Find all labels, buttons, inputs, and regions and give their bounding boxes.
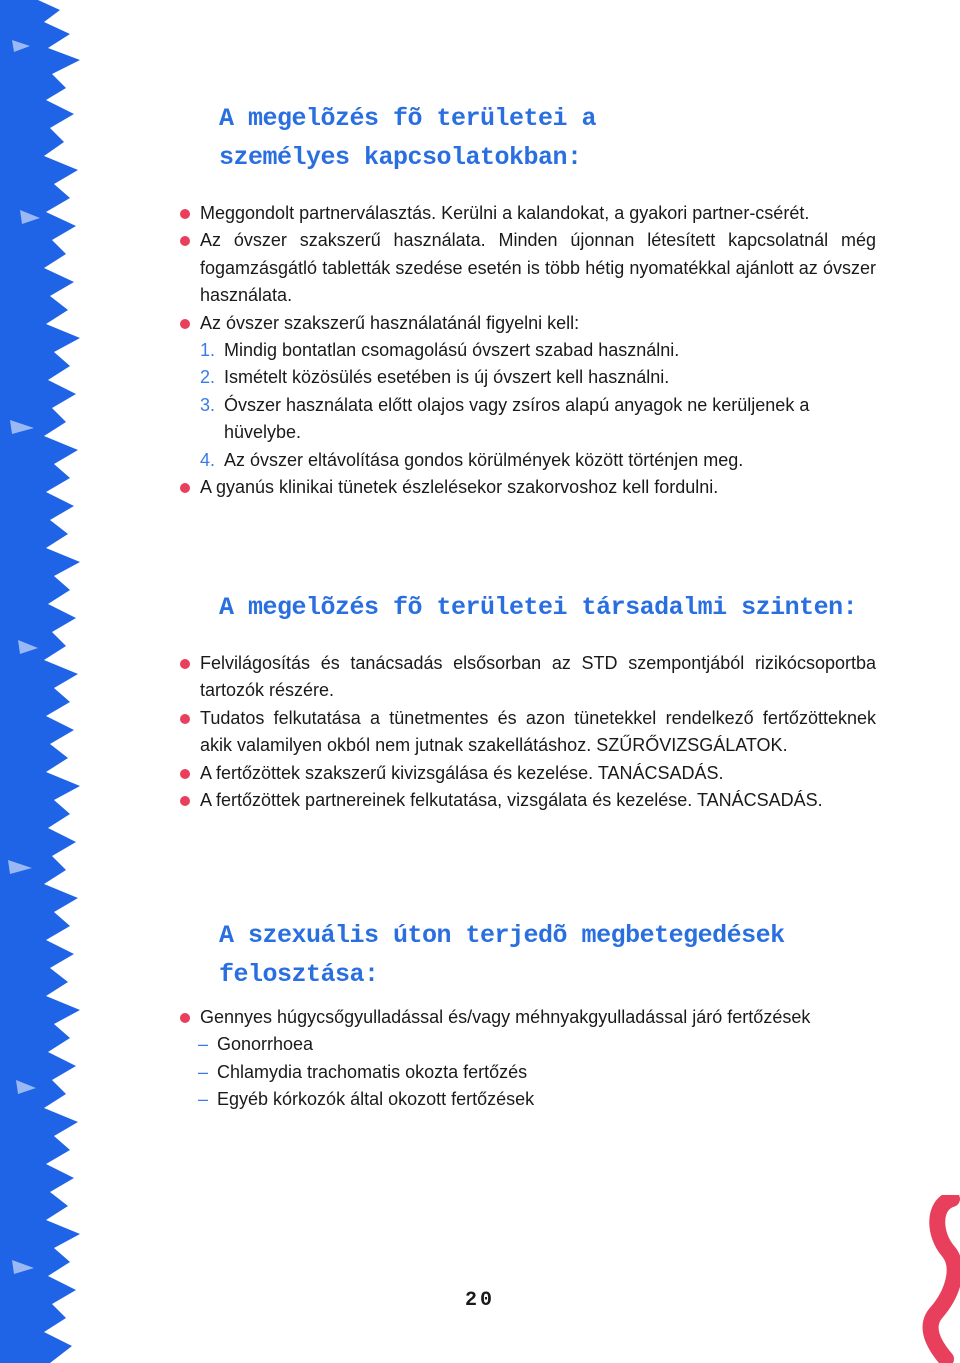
dash-text: Gonorrhoea [217,1034,314,1055]
bullet-text: Az óvszer szakszerű használata. Minden újonnan létesített kapcsolatnál még fogamzásgátló tabletták szedése esetén is több hétig nyomatékkal ajánlott az óvszer használata. [200,230,876,306]
bullet-text: Gennyes húgycsőgyulladással és/vagy méhnyakgyulladással járó fertőzések [200,1007,811,1027]
bullet-text: A fertőzöttek szakszerű kivizsgálása és kezelése. TANÁCSADÁS. [200,762,724,783]
bullet-icon [180,769,190,779]
bullet-item [176,650,876,705]
bullet-icon [180,483,190,493]
bullet-text: A fertőzöttek partnereinek felkutatása, vizsgálata és kezelése. TANÁCSADÁS. [200,790,823,811]
bullet-item [176,227,876,309]
dash-marker: – [198,1089,209,1110]
bullet-text: Az óvszer szakszerű használatánál figyelni kell: [200,312,580,333]
section-list [176,200,876,501]
bullet-text: Meggondolt partnerválasztás. Kerülni a kalandokat, a gyakori partner-csérét. [200,203,810,223]
numbered-text: Az óvszer eltávolítása gondos körülmények között történjen meg. [224,449,744,470]
bullet-icon [180,319,190,329]
dash-item [176,1059,876,1086]
section-heading [219,916,785,994]
bullet-icon [180,659,190,669]
section-heading [219,99,596,177]
item-number: 2. [200,367,216,388]
numbered-item [176,364,876,391]
bullet-text: Tudatos felkutatása a tünetmentes és azon tünetekkel rendelkező fertőzötteknek akik valamilyen okból nem jutnak szakellátáshoz. SZŰRŐVIZSGÁLATOK. [200,707,876,756]
numbered-item [176,337,876,364]
bullet-item [176,760,876,787]
bullet-item [176,474,876,501]
numbered-text: Óvszer használata előtt olajos vagy zsíros alapú anyagok ne kerüljenek a hüvelybe. [224,394,810,443]
numbered-item [176,447,876,474]
heading-line: A megelõzés fõ területei a [219,104,597,133]
section-list [176,650,876,814]
bullet-item [176,200,876,227]
bullet-icon [180,209,190,219]
red-ribbon-icon [912,1195,960,1363]
heading-line: felosztása: [219,960,379,989]
section-list [176,1004,876,1114]
bullet-item [176,1004,876,1031]
dash-item [176,1031,876,1058]
bullet-item [176,705,876,760]
dash-item [176,1086,876,1113]
dash-marker: – [198,1034,209,1055]
bullet-icon [180,714,190,724]
item-number: 4. [200,449,216,470]
blue-brush-stripe [0,0,110,1363]
dash-marker: – [198,1061,209,1082]
bullet-item [176,310,876,337]
bullet-text: A gyanús klinikai tünetek észlelésekor szakorvoshoz kell fordulni. [200,477,719,498]
bullet-text: Felvilágosítás és tanácsadás elsősorban az STD szempontjából rizikócsoportba tartozók részére. [200,653,876,701]
dash-text: Chlamydia trachomatis okozta fertőzés [217,1061,528,1082]
item-number: 3. [200,394,216,415]
dash-text: Egyéb kórkozók által okozott fertőzések [217,1089,535,1110]
heading-line: A megelõzés fõ területei társadalmi szinten: [219,593,858,622]
bullet-icon [180,236,190,246]
item-number: 1. [200,340,216,361]
section-heading [219,588,857,627]
heading-line: A szexuális úton terjedõ megbetegedések [219,921,785,950]
numbered-text: Mindig bontatlan csomagolású óvszert szabad használni. [224,340,680,361]
numbered-text: Ismételt közösülés esetében is új óvszert kell használni. [224,367,670,388]
bullet-icon [180,1013,190,1023]
numbered-item [176,392,876,447]
bullet-icon [180,796,190,806]
page-number: 20 [464,1289,495,1312]
bullet-item [176,787,876,814]
heading-line: személyes kapcsolatokban: [219,143,582,172]
